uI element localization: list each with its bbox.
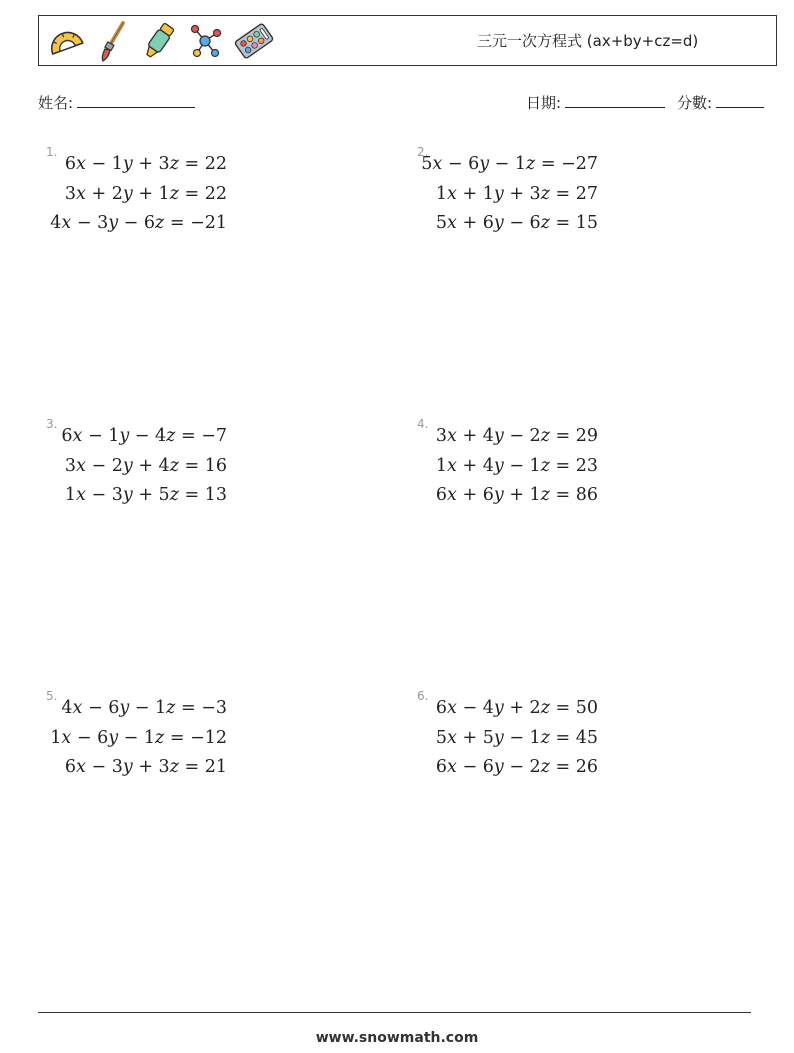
coef-a: 5 [435,727,448,748]
equation [417,209,598,239]
score-blank[interactable] [716,93,764,108]
coef-b: 6 [482,213,494,233]
sign-2: − [503,426,530,446]
var-x: x [76,485,86,505]
coef-c: 2 [529,698,541,718]
sign-1: − [442,154,469,174]
coef-c: 1 [514,154,527,174]
var-z: z [169,183,179,204]
equals-sign: = [549,426,576,446]
var-y: y [493,213,504,233]
equals-sign: = [178,455,205,476]
worksheet-header [38,15,777,66]
var-y: y [122,485,133,505]
problem-number: 1. [46,145,58,159]
problem-number: 3. [46,417,58,431]
constant-d: 29 [575,426,598,446]
var-z: z [169,485,179,505]
coef-b: 4 [482,698,494,718]
coef-a: 5 [421,154,433,174]
var-x: x [447,757,457,777]
var-y: y [119,426,130,446]
sign-2: − [503,727,530,748]
coef-b: 2 [111,183,123,204]
coef-b: 6 [468,154,480,174]
var-x: x [72,426,83,446]
var-z: z [169,757,179,777]
sign-2: + [132,485,159,505]
equals-sign: = [549,698,576,718]
sign-1: + [456,485,483,505]
equals-sign: = [535,154,562,174]
var-z: z [540,757,550,777]
var-y: y [479,154,490,174]
coef-b: 6 [482,757,494,777]
var-z: z [540,455,550,476]
var-z: z [166,698,176,718]
footer-divider [38,1012,751,1013]
coef-c: 4 [158,455,170,476]
equals-sign: = [549,213,576,233]
sign-1: + [456,183,483,204]
equation-system [46,694,227,783]
coef-c: 1 [155,698,167,718]
equals-sign: = [549,757,576,777]
sign-2: + [132,183,159,204]
var-z: z [540,183,550,204]
var-x: x [447,455,457,476]
var-x: x [447,426,457,446]
var-y: y [493,698,504,718]
sign-1: − [82,426,109,446]
var-y: y [119,698,130,718]
equals-sign: = [178,485,205,505]
var-y: y [493,183,504,204]
sign-2: − [118,727,144,748]
equation-system [417,422,598,511]
sign-1: + [456,455,483,476]
var-x: x [447,213,457,233]
equation [46,422,227,452]
date-field [526,92,665,113]
constant-d: 15 [575,213,598,233]
problem-number: 6. [417,689,429,703]
equation-system [46,422,227,511]
equation-system [417,694,598,783]
sign-2: − [118,213,144,233]
sign-1: + [456,213,483,233]
var-z: z [540,485,550,505]
sign-1: − [85,485,112,505]
var-y: y [493,727,504,748]
sign-1: − [456,698,483,718]
sign-2: + [132,757,159,777]
var-y: y [493,757,504,777]
coef-c: 3 [529,183,541,204]
date-label: 日期: [526,94,562,112]
sign-1: − [71,727,98,748]
sign-1: − [456,757,483,777]
equation [46,753,227,783]
equation [46,150,227,180]
sign-1: + [85,183,112,204]
problem-number: 4. [417,417,429,431]
constant-d: 22 [204,183,227,204]
constant-d: 23 [575,455,598,476]
equation [46,724,227,754]
var-x: x [447,727,457,748]
coef-a: 3 [64,183,77,204]
coef-c: 2 [529,426,541,446]
var-y: y [122,154,133,174]
coef-c: 2 [529,757,541,777]
coef-c: 3 [158,757,170,777]
sign-1: + [456,727,483,748]
coef-b: 3 [111,757,123,777]
equals-sign: = [549,727,576,748]
coef-b: 3 [111,485,123,505]
sign-2: − [129,698,156,718]
constant-d: −21 [190,213,227,233]
coef-b: 4 [482,455,494,476]
sign-1: − [85,757,112,777]
problem-number: 2. [417,145,429,159]
var-z: z [540,426,550,446]
sign-2: + [503,485,530,505]
name-blank[interactable] [77,93,195,108]
sign-2: + [503,698,530,718]
coef-c: 1 [143,727,156,748]
var-y: y [122,455,133,476]
coef-b: 1 [482,183,494,204]
constant-d: −3 [201,698,227,718]
var-z: z [155,213,165,233]
sign-2: − [489,154,515,174]
coef-c: 3 [158,154,170,174]
var-x: x [76,183,86,204]
coef-b: 6 [482,485,494,505]
equation-system [417,150,598,239]
coef-b: 4 [482,426,494,446]
coef-b: 1 [111,154,123,174]
coef-c: 6 [529,213,541,233]
worksheet-title: 三元一次方程式 (ax+by+cz=d) [477,32,699,50]
var-z: z [166,426,176,446]
equation [417,724,598,754]
coef-a: 1 [64,485,77,505]
equals-sign: = [549,455,576,476]
protractor-icon [45,19,85,63]
coef-a: 1 [435,455,448,476]
equation [417,753,598,783]
equation [46,694,227,724]
watercolor-palette-icon [233,19,275,63]
score-field [677,92,764,113]
coef-c: 6 [143,213,156,233]
coef-a: 5 [435,213,448,233]
coef-a: 4 [50,213,62,233]
coef-a: 6 [435,698,448,718]
var-z: z [169,154,179,174]
var-z: z [169,455,179,476]
equation [417,422,598,452]
coef-a: 6 [64,154,77,174]
constant-d: 13 [204,485,227,505]
equals-sign: = [178,183,205,204]
var-y: y [108,727,119,748]
coef-a: 6 [435,485,448,505]
equation [46,209,227,239]
var-x: x [447,485,457,505]
name-field [38,92,195,113]
var-z: z [540,213,550,233]
equation-system [46,150,227,239]
constant-d: 86 [575,485,598,505]
constant-d: 50 [575,698,598,718]
var-y: y [108,213,119,233]
sign-1: − [85,154,112,174]
equation [417,694,598,724]
equation [46,452,227,482]
coef-a: 6 [61,426,73,446]
sign-2: + [132,154,159,174]
equals-sign: = [175,426,202,446]
var-x: x [447,183,457,204]
date-blank[interactable] [565,93,665,108]
constant-d: −7 [201,426,227,446]
coef-a: 3 [64,455,77,476]
constant-d: 45 [575,727,598,748]
highlighter-icon [141,19,177,63]
var-y: y [493,426,504,446]
score-label: 分數: [677,94,713,112]
var-x: x [432,154,443,174]
sign-2: − [503,757,530,777]
equation [46,481,227,511]
sign-1: − [71,213,98,233]
header-icons [45,19,275,63]
coef-c: 1 [529,485,541,505]
equals-sign: = [178,757,205,777]
sign-2: − [503,213,530,233]
var-x: x [76,757,86,777]
coef-b: 2 [111,455,123,476]
var-z: z [540,698,550,718]
coef-a: 1 [435,183,448,204]
var-z: z [526,154,536,174]
problem-number: 5. [46,689,58,703]
var-y: y [122,183,133,204]
sign-2: − [503,455,530,476]
constant-d: 26 [575,757,598,777]
var-z: z [155,727,165,748]
sign-2: − [129,426,156,446]
equals-sign: = [178,154,205,174]
equation [417,481,598,511]
constant-d: 22 [204,154,227,174]
coef-c: 5 [158,485,170,505]
equation [417,150,598,180]
var-x: x [76,455,86,476]
coef-a: 1 [50,727,62,748]
equals-sign: = [164,727,191,748]
coef-b: 6 [108,698,120,718]
sign-2: + [132,455,159,476]
sign-1: − [85,455,112,476]
paintbrush-icon [95,19,131,63]
var-x: x [76,154,86,174]
name-label: 姓名: [38,94,74,112]
coef-c: 1 [158,183,170,204]
var-x: x [61,727,72,748]
coef-c: 1 [529,455,541,476]
equation [417,180,598,210]
sign-1: + [456,426,483,446]
equals-sign: = [549,485,576,505]
coef-c: 4 [155,426,167,446]
var-y: y [122,757,133,777]
footer-url: www.snowmath.com [315,1030,479,1046]
sign-2: + [503,183,530,204]
coef-b: 6 [97,727,109,748]
var-x: x [447,698,457,718]
equation [46,180,227,210]
constant-d: 21 [204,757,227,777]
coef-b: 3 [97,213,109,233]
molecule-icon [187,19,223,63]
var-x: x [61,213,72,233]
constant-d: −27 [561,154,598,174]
equals-sign: = [175,698,202,718]
coef-b: 1 [108,426,120,446]
equals-sign: = [164,213,191,233]
var-z: z [540,727,550,748]
constant-d: 27 [575,183,598,204]
sign-1: − [82,698,109,718]
coef-a: 6 [435,757,448,777]
constant-d: −12 [190,727,227,748]
coef-a: 3 [435,426,448,446]
constant-d: 16 [204,455,227,476]
var-y: y [493,485,504,505]
var-x: x [72,698,83,718]
equation [417,452,598,482]
equals-sign: = [549,183,576,204]
coef-c: 1 [529,727,541,748]
coef-a: 4 [61,698,73,718]
coef-a: 6 [64,757,77,777]
var-y: y [493,455,504,476]
coef-b: 5 [482,727,494,748]
